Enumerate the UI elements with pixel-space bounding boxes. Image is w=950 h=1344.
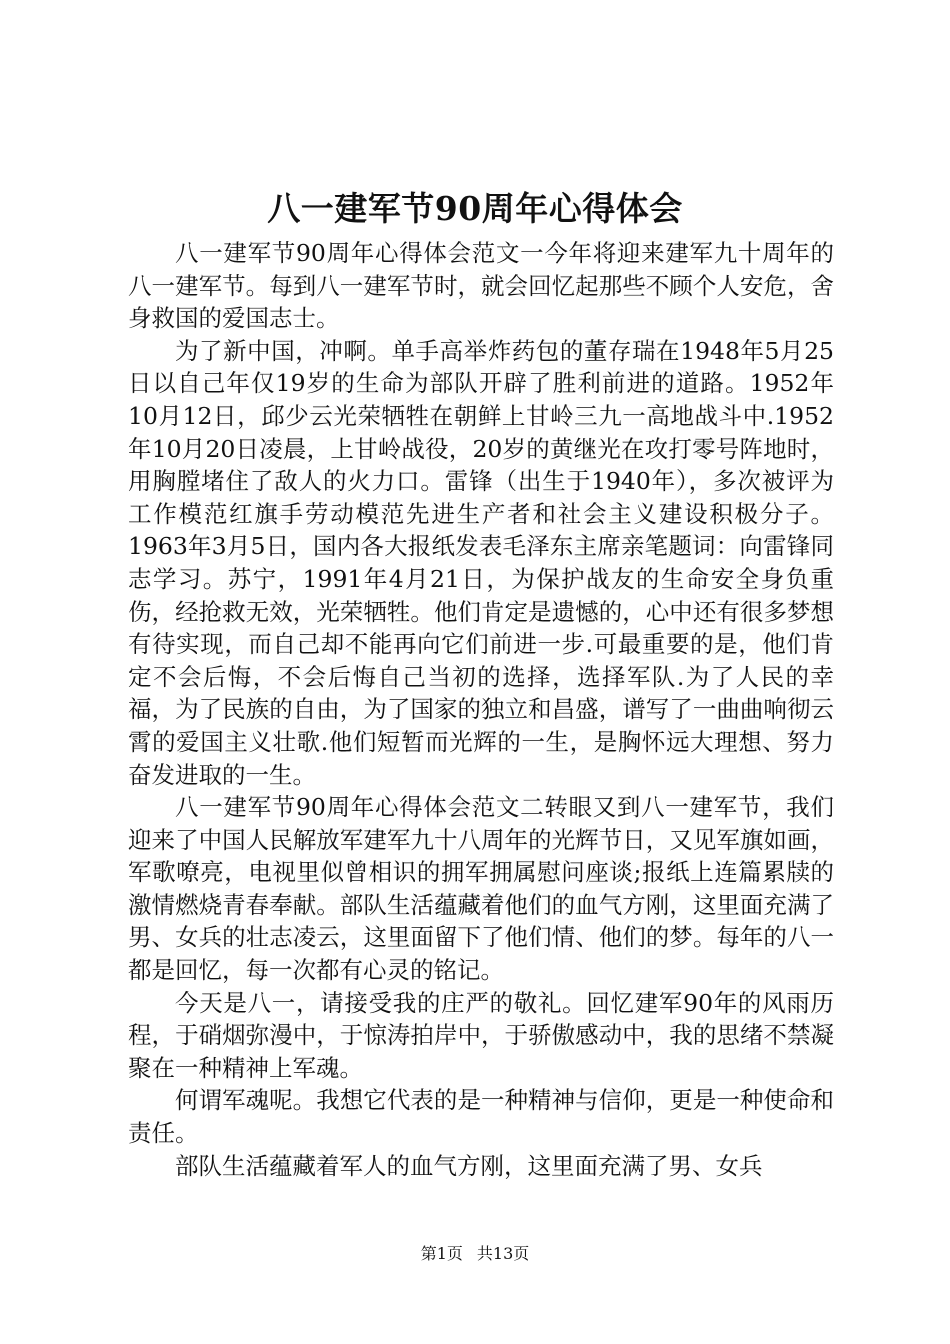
document-title: 八一建军节90周年心得体会 <box>267 189 683 228</box>
page-footer <box>0 1242 950 1266</box>
paragraph-3: 八一建军节90周年心得体会范文二转眼又到八一建军节，我们迎来了中国人民解放军建军九十八周年的光辉节日，又见军旗如画，军歌嘹亮，电视里似曾相识的拥军拥属慰问座谈;报纸上连篇累牍的激情燃烧青春奉献。部队生活蕴藏着他们的血气方刚，这里面充满了男、女兵的壮志凌云，这里面留下了他们情、他们的梦。每年的八一都是回忆，每一次都有心灵的铭记。 <box>128 793 834 985</box>
paragraph-4: 今天是八一，请接受我的庄严的敬礼。回忆建军90年的风雨历程，于硝烟弥漫中，于惊涛拍岸中，于骄傲感动中，我的思绪不禁凝聚在一种精神上军魂。 <box>128 988 834 1082</box>
document-body <box>128 237 834 1182</box>
page-number-current: 第1页 <box>420 1244 463 1263</box>
paragraph-2: 为了新中国，冲啊。单手高举炸药包的董存瑞在1948年5月25日以自己年仅19岁的生命为部队开辟了胜利前进的道路。1952年10月12日，邱少云光荣牺牲在朝鲜上甘岭三九一高地战斗中.1952年10月20日凌晨，上甘岭战役，20岁的黄继光在攻打零号阵地时，用胸膛堵住了敌人的火力口。雷锋（出生于1940年），多次被评为工作模范红旗手劳动模范先进生产者和社会主义建设积极分子。1963年3月5日，国内各大报纸发表毛泽东主席亲笔题词：向雷锋同志学习。苏宁，1991年4月21日，为保护战友的生命安全身负重伤，经抢救无效，光荣牺牲。他们肯定是遗憾的，心中还有很多梦想有待实现，而自己却不能再向它们前进一步.可最重要的是，他们肯定不会后悔，不会后悔自己当初的选择，选择军队.为了人民的幸福，为了民族的自由，为了国家的独立和昌盛，谱写了一曲曲响彻云霄的爱国主义壮歌.他们短暂而光辉的一生，是胸怀远大理想、努力奋发进取的一生。 <box>128 336 834 789</box>
paragraph-1: 八一建军节90周年心得体会范文一今年将迎来建军九十周年的八一建军节。每到八一建军节时，就会回忆起那些不顾个人安危，舍身救国的爱国志士。 <box>128 239 834 333</box>
paragraph-6: 部队生活蕴藏着军人的血气方刚，这里面充满了男、女兵 <box>175 1151 763 1180</box>
paragraph-5: 何谓军魂呢。我想它代表的是一种精神与信仰，更是一种使命和责任。 <box>128 1086 834 1148</box>
page-number-total: 共13页 <box>476 1244 530 1263</box>
